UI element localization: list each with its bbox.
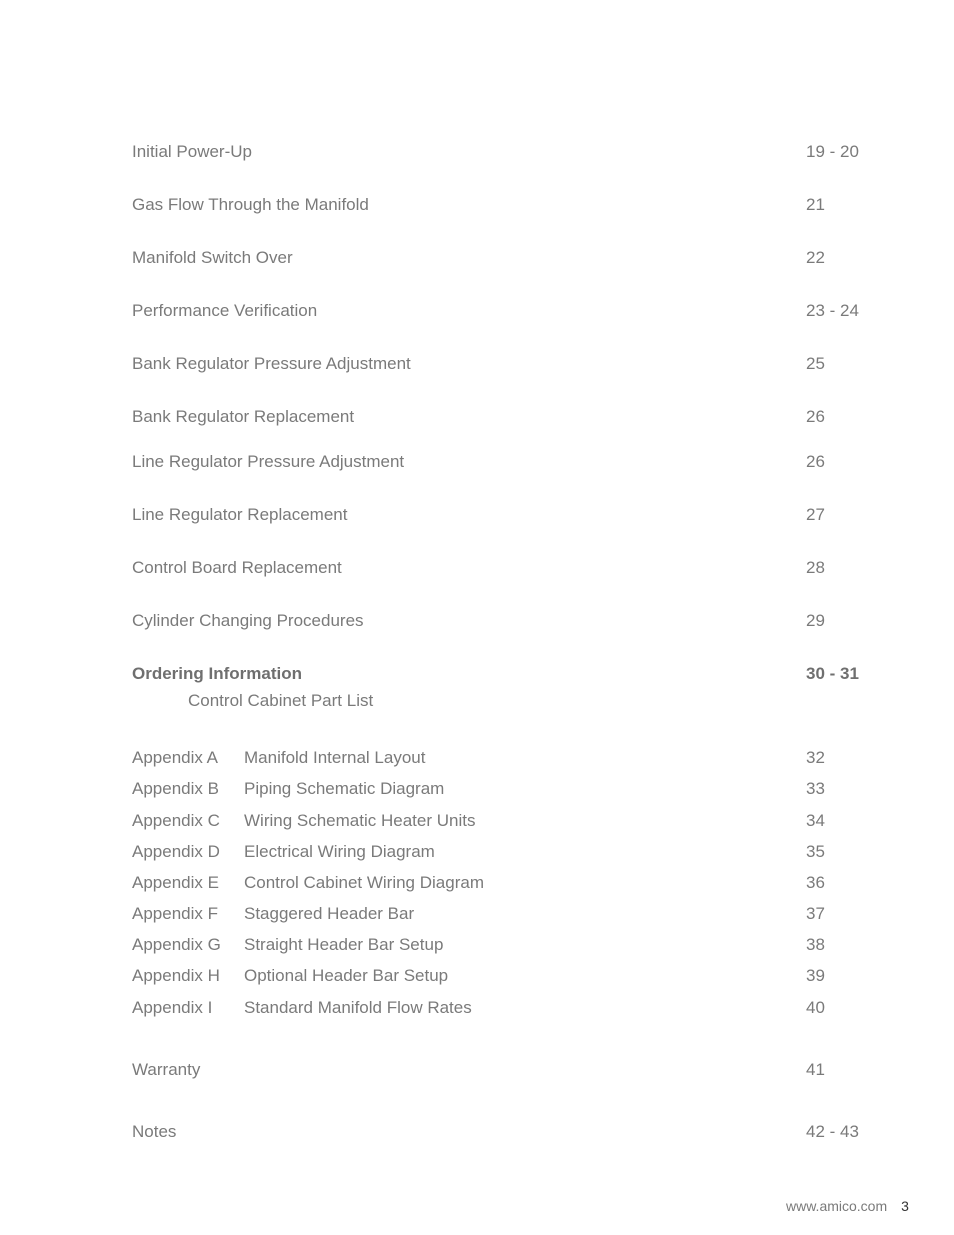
appendix-label: Appendix F [132,904,218,923]
toc-entry-pages: 41 [806,1060,825,1079]
toc-entry-title: Initial Power-Up [132,142,252,161]
toc-entry[interactable] [132,609,892,633]
toc-entry-pages: 40 [806,998,825,1017]
toc-entry-pages: 34 [806,811,825,830]
toc-appendix-entry[interactable] [132,809,892,833]
toc-entry-title: Line Regulator Replacement [132,505,348,524]
toc-entry-title: Standard Manifold Flow Rates [244,998,472,1017]
toc-entry[interactable] [132,140,892,164]
appendix-label: Appendix B [132,779,219,798]
toc-entry-title: Ordering Information [132,664,302,683]
toc-entry-title: Manifold Switch Over [132,248,293,267]
toc-entry-title: Optional Header Bar Setup [244,966,449,985]
toc-entry-title: Cylinder Changing Procedures [132,611,364,630]
appendix-label: Appendix E [132,873,219,892]
appendix-label: Appendix H [132,966,220,985]
toc-entry-title: Straight Header Bar Setup [244,935,444,954]
toc-entry-pages: 38 [806,935,825,954]
toc-entry[interactable] [132,556,892,580]
toc-appendix-entry[interactable] [132,840,892,864]
toc-entry-title: Bank Regulator Replacement [132,407,355,426]
appendix-label: Appendix D [132,842,220,861]
toc-entry-pages: 23 - 24 [806,301,859,320]
page-number: 3 [901,1198,909,1214]
toc-entry-pages: 39 [806,966,825,985]
toc-subentry[interactable]: Control Cabinet Part List [188,691,374,710]
toc-entry-pages: 37 [806,904,825,923]
toc-entry[interactable] [132,450,892,474]
toc-entry-pages: 27 [806,505,825,524]
toc-entry-pages: 42 - 43 [806,1122,859,1141]
page-footer [786,1196,909,1216]
toc-entry[interactable] [132,503,892,527]
toc-entry-title: Control Board Replacement [132,558,342,577]
toc-entry-pages: 32 [806,748,825,767]
toc-entry-title: Line Regulator Pressure Adjustment [132,452,405,471]
toc-entry[interactable] [132,193,892,217]
toc-entry-title: Wiring Schematic Heater Units [244,811,476,830]
toc-entry[interactable] [132,405,892,429]
toc-entry-pages: 19 - 20 [806,142,859,161]
appendix-label: Appendix I [132,998,213,1017]
toc-appendix-entry[interactable] [132,777,892,801]
toc-entry-notes[interactable] [132,1120,892,1144]
toc-entry-title: Electrical Wiring Diagram [244,842,435,861]
toc-entry[interactable] [132,246,892,270]
toc-entry-warranty[interactable] [132,1058,892,1082]
toc-entry-pages: 22 [806,248,825,267]
toc-entry-title: Warranty [132,1060,201,1079]
toc-entry-title: Control Cabinet Wiring Diagram [244,873,484,892]
toc-entry[interactable] [132,352,892,376]
toc-entry-ordering[interactable] [132,662,892,686]
toc-appendix-entry[interactable] [132,996,892,1020]
toc-entry-pages: 26 [806,452,825,471]
toc-appendix-entry[interactable] [132,746,892,770]
toc-appendix-entry[interactable] [132,902,892,926]
toc-entry-title: Bank Regulator Pressure Adjustment [132,354,411,373]
toc-entry-title: Manifold Internal Layout [244,748,426,767]
toc-entry-title: Performance Verification [132,301,318,320]
appendix-label: Appendix C [132,811,220,830]
toc-entry-pages: 36 [806,873,825,892]
toc-appendix-entry[interactable] [132,871,892,895]
toc-appendix-entry[interactable] [132,964,892,988]
toc-entry-title: Gas Flow Through the Manifold [132,195,369,214]
toc-entry-title: Notes [132,1122,177,1141]
toc-appendix-entry[interactable] [132,933,892,957]
toc-entry-pages: 29 [806,611,825,630]
toc-entry-pages: 26 [806,407,825,426]
toc-entry-title: Staggered Header Bar [244,904,415,923]
toc-entry-title: Piping Schematic Diagram [244,779,445,798]
appendix-label: Appendix A [132,748,219,767]
appendix-label: Appendix G [132,935,221,954]
toc-entry-pages: 25 [806,354,825,373]
toc-entry-pages: 30 - 31 [806,664,859,683]
toc-entry[interactable] [132,299,892,323]
toc-entry-pages: 28 [806,558,825,577]
toc-entry-pages: 35 [806,842,825,861]
toc-entry-pages: 21 [806,195,825,214]
footer-url[interactable]: www.amico.com [786,1198,888,1214]
toc-entry-pages: 33 [806,779,825,798]
